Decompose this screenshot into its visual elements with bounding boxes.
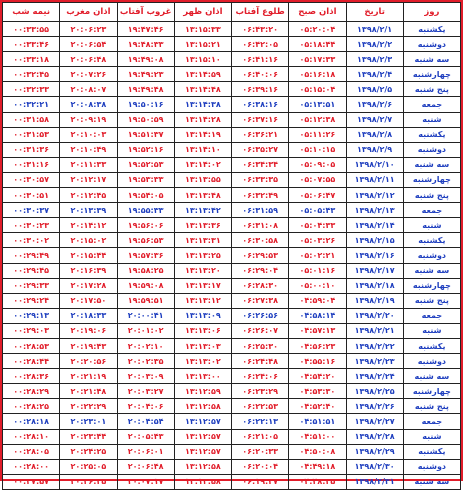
cell-midnight: ۰۰:۲۸:۰۰ — [3, 459, 60, 474]
cell-midnight: ۰۰:۳۰:۳۷ — [3, 203, 60, 218]
cell-day: سه شنبه — [403, 369, 460, 384]
cell-sunrise: ۰۶:۲۵:۳۰ — [232, 338, 289, 353]
cell-date: ۱۳۹۸/۲/۱۲ — [346, 188, 403, 203]
cell-sunrise: ۰۶:۴۱:۱۶ — [232, 52, 289, 67]
cell-dhuhr: ۱۳:۱۳:۱۷ — [174, 278, 231, 293]
cell-midnight: ۰۰:۳۱:۵۳ — [3, 127, 60, 142]
cell-sunset: ۲۰:۰۳:۰۹ — [117, 369, 174, 384]
cell-midnight: ۰۰:۲۸:۰۵ — [3, 444, 60, 459]
cell-sunrise: ۰۶:۲۲:۵۳ — [232, 399, 289, 414]
cell-maghrib: ۲۰:۲۳:۴۴ — [60, 429, 117, 444]
cell-day: پنج شنبه — [403, 82, 460, 97]
cell-date: ۱۳۹۸/۲/۹ — [346, 142, 403, 157]
cell-maghrib: ۲۰:۱۹:۴۳ — [60, 338, 117, 353]
cell-sunrise: ۰۶:۲۳:۲۹ — [232, 384, 289, 399]
cell-sunset: ۲۰:۰۶:۴۸ — [117, 459, 174, 474]
cell-midnight: ۰۰:۲۷:۵۷ — [3, 474, 60, 489]
table-row — [3, 308, 461, 323]
cell-date: ۱۳۹۸/۲/۱۵ — [346, 233, 403, 248]
cell-dhuhr: ۱۳:۱۳:۰۶ — [174, 323, 231, 338]
cell-midnight: ۰۰:۲۹:۴۵ — [3, 263, 60, 278]
column-header-maghrib: اذان مغرب — [60, 3, 117, 22]
table-row — [3, 474, 461, 489]
cell-sunset: ۱۹:۵۹:۰۸ — [117, 278, 174, 293]
cell-maghrib: ۲۰:۱۷:۵۰ — [60, 293, 117, 308]
column-header-day: روز — [403, 3, 460, 22]
cell-maghrib: ۲۰:۲۱:۴۸ — [60, 384, 117, 399]
cell-dhuhr: ۱۳:۱۵:۳۳ — [174, 22, 231, 37]
cell-day: شنبه — [403, 323, 460, 338]
cell-sunset: ۱۹:۵۲:۵۳ — [117, 157, 174, 172]
cell-maghrib: ۲۰:۱۲:۱۷ — [60, 172, 117, 187]
cell-fajr: ۰۵:۰۶:۴۷ — [289, 188, 346, 203]
cell-maghrib: ۲۰:۱۹:۰۶ — [60, 323, 117, 338]
table-row — [3, 354, 461, 369]
cell-day: شنبه — [403, 429, 460, 444]
cell-day: سه شنبه — [403, 157, 460, 172]
cell-maghrib: ۲۰:۰۶:۲۳ — [60, 22, 117, 37]
cell-fajr: ۰۴:۵۰:۰۸ — [289, 444, 346, 459]
table-row — [3, 459, 461, 474]
cell-dhuhr: ۱۳:۱۳:۳۶ — [174, 218, 231, 233]
cell-maghrib: ۲۰:۰۶:۵۴ — [60, 37, 117, 52]
table-row — [3, 218, 461, 233]
cell-sunset: ۱۹:۵۸:۲۵ — [117, 263, 174, 278]
cell-fajr: ۰۴:۴۸:۳۵ — [289, 474, 346, 489]
cell-midnight: ۰۰:۳۰:۰۲ — [3, 233, 60, 248]
cell-dhuhr: ۱۳:۱۳:۰۹ — [174, 308, 231, 323]
cell-midnight: ۰۰:۳۳:۵۵ — [3, 22, 60, 37]
cell-midnight: ۰۰:۲۸:۳۶ — [3, 369, 60, 384]
cell-sunset: ۱۹:۵۷:۳۶ — [117, 248, 174, 263]
cell-sunset: ۲۰:۰۷:۱۷ — [117, 474, 174, 489]
cell-dhuhr: ۱۳:۱۳:۲۵ — [174, 248, 231, 263]
table-row — [3, 157, 461, 172]
cell-sunset: ۲۰:۰۲:۳۵ — [117, 354, 174, 369]
cell-sunset: ۲۰:۰۲:۱۰ — [117, 338, 174, 353]
prayer-times-table — [2, 2, 461, 490]
cell-fajr: ۰۵:۰۵:۴۳ — [289, 203, 346, 218]
cell-dhuhr: ۱۳:۱۴:۴۸ — [174, 82, 231, 97]
cell-date: ۱۳۹۸/۲/۱۱ — [346, 172, 403, 187]
table-row — [3, 278, 461, 293]
cell-sunrise: ۰۶:۴۰:۰۶ — [232, 67, 289, 82]
cell-date: ۱۳۹۸/۲/۳ — [346, 52, 403, 67]
cell-date: ۱۳۹۸/۲/۵ — [346, 82, 403, 97]
cell-dhuhr: ۱۳:۱۳:۰۰ — [174, 369, 231, 384]
table-row — [3, 127, 461, 142]
column-header-sunset: غروب آفتاب — [117, 3, 174, 22]
cell-date: ۱۳۹۸/۲/۲۳ — [346, 354, 403, 369]
table-row — [3, 429, 461, 444]
cell-fajr: ۰۴:۵۹:۰۴ — [289, 293, 346, 308]
cell-sunrise: ۰۶:۴۳:۲۰ — [232, 22, 289, 37]
table-row — [3, 323, 461, 338]
cell-day: دوشنبه — [403, 248, 460, 263]
table-row — [3, 414, 461, 429]
cell-fajr: ۰۵:۱۶:۱۸ — [289, 67, 346, 82]
table-row — [3, 338, 461, 353]
cell-sunrise: ۰۶:۴۲:۰۵ — [232, 37, 289, 52]
cell-day: پنج شنبه — [403, 293, 460, 308]
cell-day: دوشنبه — [403, 459, 460, 474]
cell-sunset: ۱۹:۵۹:۵۱ — [117, 293, 174, 308]
table-row — [3, 37, 461, 52]
cell-midnight: ۰۰:۲۸:۱۰ — [3, 429, 60, 444]
cell-midnight: ۰۰:۲۸:۴۴ — [3, 354, 60, 369]
table-row — [3, 82, 461, 97]
cell-fajr: ۰۴:۵۵:۱۶ — [289, 354, 346, 369]
cell-fajr: ۰۴:۵۷:۱۳ — [289, 323, 346, 338]
table-row — [3, 369, 461, 384]
cell-day: شنبه — [403, 112, 460, 127]
cell-sunrise: ۰۶:۲۶:۵۶ — [232, 308, 289, 323]
cell-date: ۱۳۹۸/۲/۲۰ — [346, 308, 403, 323]
cell-fajr: ۰۴:۵۱:۵۱ — [289, 414, 346, 429]
table-row — [3, 384, 461, 399]
cell-sunrise: ۰۶:۳۶:۲۱ — [232, 127, 289, 142]
cell-sunrise: ۰۶:۲۹:۵۳ — [232, 248, 289, 263]
cell-sunrise: ۰۶:۳۹:۱۶ — [232, 82, 289, 97]
cell-dhuhr: ۱۳:۱۲:۵۷ — [174, 429, 231, 444]
table-row — [3, 293, 461, 308]
cell-dhuhr: ۱۳:۱۲:۵۸ — [174, 459, 231, 474]
cell-fajr: ۰۵:۰۷:۵۵ — [289, 172, 346, 187]
cell-midnight: ۰۰:۲۸:۱۸ — [3, 414, 60, 429]
cell-midnight: ۰۰:۳۰:۲۳ — [3, 218, 60, 233]
cell-midnight: ۰۰:۲۹:۳۳ — [3, 278, 60, 293]
cell-maghrib: ۲۰:۱۸:۳۳ — [60, 308, 117, 323]
cell-dhuhr: ۱۳:۱۲:۵۷ — [174, 444, 231, 459]
cell-sunrise: ۰۶:۲۰:۳۳ — [232, 444, 289, 459]
cell-sunset: ۱۹:۴۹:۰۸ — [117, 52, 174, 67]
cell-day: جمعه — [403, 308, 460, 323]
column-header-midnight: نیمه شب — [3, 3, 60, 22]
cell-dhuhr: ۱۳:۱۵:۲۱ — [174, 37, 231, 52]
cell-midnight: ۰۰:۳۲:۲۱ — [3, 97, 60, 112]
cell-sunset: ۱۹:۴۹:۲۳ — [117, 67, 174, 82]
table-header — [3, 3, 461, 22]
cell-fajr: ۰۴:۵۳:۳۰ — [289, 384, 346, 399]
table-row — [3, 52, 461, 67]
cell-day: دوشنبه — [403, 142, 460, 157]
table-row — [3, 112, 461, 127]
table-row — [3, 203, 461, 218]
cell-day: چهارشنبه — [403, 384, 460, 399]
cell-dhuhr: ۱۳:۱۴:۲۸ — [174, 112, 231, 127]
cell-day: سه شنبه — [403, 263, 460, 278]
cell-date: ۱۳۹۸/۲/۲ — [346, 37, 403, 52]
cell-date: ۱۳۹۸/۲/۴ — [346, 67, 403, 82]
cell-fajr: ۰۴:۴۹:۱۸ — [289, 459, 346, 474]
cell-sunrise: ۰۶:۳۵:۲۷ — [232, 142, 289, 157]
cell-date: ۱۳۹۸/۲/۳۱ — [346, 474, 403, 489]
cell-sunrise: ۰۶:۳۱:۵۹ — [232, 203, 289, 218]
cell-day: دوشنبه — [403, 354, 460, 369]
cell-sunrise: ۰۶:۲۸:۳۰ — [232, 278, 289, 293]
cell-date: ۱۳۹۸/۲/۱۶ — [346, 248, 403, 263]
cell-maghrib: ۲۰:۲۲:۲۹ — [60, 399, 117, 414]
cell-maghrib: ۲۰:۱۷:۲۸ — [60, 278, 117, 293]
cell-date: ۱۳۹۸/۲/۱۸ — [346, 278, 403, 293]
cell-day: پنج شنبه — [403, 399, 460, 414]
cell-fajr: ۰۵:۱۵:۰۴ — [289, 82, 346, 97]
cell-date: ۱۳۹۸/۲/۲۹ — [346, 444, 403, 459]
cell-sunset: ۲۰:۰۴:۵۴ — [117, 414, 174, 429]
cell-dhuhr: ۱۳:۱۴:۵۹ — [174, 67, 231, 82]
table-row — [3, 188, 461, 203]
cell-sunset: ۱۹:۵۰:۱۶ — [117, 97, 174, 112]
cell-date: ۱۳۹۸/۲/۲۱ — [346, 323, 403, 338]
cell-dhuhr: ۱۳:۱۳:۵۵ — [174, 172, 231, 187]
cell-maghrib: ۲۰:۱۳:۳۹ — [60, 203, 117, 218]
cell-dhuhr: ۱۳:۱۳:۲۰ — [174, 263, 231, 278]
cell-maghrib: ۲۰:۱۵:۴۴ — [60, 248, 117, 263]
cell-midnight: ۰۰:۲۸:۵۳ — [3, 338, 60, 353]
cell-sunset: ۲۰:۰۶:۰۱ — [117, 444, 174, 459]
cell-sunset: ۲۰:۰۰:۴۱ — [117, 308, 174, 323]
cell-maghrib: ۲۰:۰۶:۴۸ — [60, 52, 117, 67]
cell-date: ۱۳۹۸/۲/۱۰ — [346, 157, 403, 172]
cell-dhuhr: ۱۳:۱۳:۴۸ — [174, 188, 231, 203]
cell-midnight: ۰۰:۳۲:۴۵ — [3, 67, 60, 82]
cell-sunset: ۱۹:۵۲:۱۶ — [117, 142, 174, 157]
cell-day: چهارشنبه — [403, 172, 460, 187]
cell-dhuhr: ۱۳:۱۳:۰۲ — [174, 354, 231, 369]
cell-date: ۱۳۹۸/۲/۱ — [346, 22, 403, 37]
cell-day: پنج شنبه — [403, 188, 460, 203]
cell-day: یکشنبه — [403, 233, 460, 248]
cell-sunrise: ۰۶:۱۹:۳۷ — [232, 474, 289, 489]
cell-sunrise: ۰۶:۲۴:۴۸ — [232, 354, 289, 369]
cell-midnight: ۰۰:۲۹:۲۴ — [3, 293, 60, 308]
cell-day: سه شنبه — [403, 474, 460, 489]
cell-maghrib: ۲۰:۱۶:۳۹ — [60, 263, 117, 278]
table-row — [3, 248, 461, 263]
cell-fajr: ۰۴:۵۸:۱۴ — [289, 308, 346, 323]
cell-sunrise: ۰۶:۲۹:۰۴ — [232, 263, 289, 278]
cell-maghrib: ۲۰:۰۸:۰۷ — [60, 82, 117, 97]
cell-date: ۱۳۹۸/۲/۳۰ — [346, 459, 403, 474]
cell-sunrise: ۰۶:۳۴:۳۴ — [232, 157, 289, 172]
cell-fajr: ۰۵:۱۳:۵۱ — [289, 97, 346, 112]
cell-date: ۱۳۹۸/۲/۱۷ — [346, 263, 403, 278]
cell-maghrib: ۲۰:۱۰:۴۹ — [60, 142, 117, 157]
cell-sunset: ۱۹:۵۶:۰۶ — [117, 218, 174, 233]
cell-dhuhr: ۱۳:۱۲:۵۹ — [174, 384, 231, 399]
cell-date: ۱۳۹۸/۲/۲۴ — [346, 369, 403, 384]
cell-date: ۱۳۹۸/۲/۶ — [346, 97, 403, 112]
cell-fajr: ۰۴:۵۲:۴۰ — [289, 399, 346, 414]
cell-fajr: ۰۵:۰۱:۱۶ — [289, 263, 346, 278]
cell-date: ۱۳۹۸/۲/۱۴ — [346, 218, 403, 233]
cell-sunrise: ۰۶:۳۷:۱۶ — [232, 112, 289, 127]
cell-sunset: ۲۰:۰۳:۲۷ — [117, 384, 174, 399]
column-header-sunrise: طلوع آفتاب — [232, 3, 289, 22]
cell-midnight: ۰۰:۳۳:۴۶ — [3, 37, 60, 52]
cell-fajr: ۰۵:۱۱:۲۶ — [289, 127, 346, 142]
cell-sunrise: ۰۶:۳۲:۴۹ — [232, 188, 289, 203]
cell-fajr: ۰۵:۱۲:۳۸ — [289, 112, 346, 127]
cell-sunset: ۱۹:۴۷:۴۶ — [117, 22, 174, 37]
cell-maghrib: ۲۰:۰۸:۳۸ — [60, 97, 117, 112]
cell-dhuhr: ۱۳:۱۴:۱۰ — [174, 142, 231, 157]
cell-dhuhr: ۱۳:۱۲:۵۸ — [174, 399, 231, 414]
cell-fajr: ۰۵:۱۸:۴۴ — [289, 37, 346, 52]
cell-dhuhr: ۱۳:۱۳:۴۲ — [174, 203, 231, 218]
cell-maghrib: ۲۰:۰۷:۲۶ — [60, 67, 117, 82]
table-row — [3, 172, 461, 187]
cell-fajr: ۰۵:۰۰:۱۰ — [289, 278, 346, 293]
cell-day: یکشنبه — [403, 338, 460, 353]
cell-sunrise: ۰۶:۲۱:۰۵ — [232, 429, 289, 444]
cell-midnight: ۰۰:۳۱:۳۶ — [3, 142, 60, 157]
cell-date: ۱۳۹۸/۲/۲۸ — [346, 429, 403, 444]
cell-maghrib: ۲۰:۱۱:۳۳ — [60, 157, 117, 172]
cell-dhuhr: ۱۳:۱۴:۱۹ — [174, 127, 231, 142]
cell-fajr: ۰۵:۰۲:۲۱ — [289, 248, 346, 263]
cell-maghrib: ۲۰:۲۳:۰۱ — [60, 414, 117, 429]
cell-day: شنبه — [403, 218, 460, 233]
cell-maghrib: ۲۰:۱۲:۴۵ — [60, 188, 117, 203]
cell-maghrib: ۲۰:۰۹:۱۹ — [60, 112, 117, 127]
cell-midnight: ۰۰:۲۹:۴۹ — [3, 248, 60, 263]
cell-date: ۱۳۹۸/۲/۷ — [346, 112, 403, 127]
cell-fajr: ۰۵:۰۳:۲۶ — [289, 233, 346, 248]
cell-fajr: ۰۴:۵۱:۰۰ — [289, 429, 346, 444]
cell-day: دوشنبه — [403, 37, 460, 52]
cell-maghrib: ۲۰:۱۵:۰۲ — [60, 233, 117, 248]
cell-sunset: ۲۰:۰۴:۰۶ — [117, 399, 174, 414]
cell-sunset: ۱۹:۵۵:۳۳ — [117, 203, 174, 218]
cell-fajr: ۰۴:۵۶:۲۳ — [289, 338, 346, 353]
cell-midnight: ۰۰:۳۱:۵۸ — [3, 112, 60, 127]
cell-fajr: ۰۵:۰۴:۳۳ — [289, 218, 346, 233]
table-row — [3, 263, 461, 278]
cell-midnight: ۰۰:۲۹:۱۳ — [3, 308, 60, 323]
cell-fajr: ۰۵:۱۰:۱۵ — [289, 142, 346, 157]
cell-sunrise: ۰۶:۲۶:۰۷ — [232, 323, 289, 338]
cell-sunset: ۲۰:۰۱:۰۲ — [117, 323, 174, 338]
cell-midnight: ۰۰:۳۱:۱۶ — [3, 157, 60, 172]
cell-dhuhr: ۱۳:۱۴:۳۸ — [174, 97, 231, 112]
cell-midnight: ۰۰:۳۰:۵۱ — [3, 188, 60, 203]
cell-day: چهارشنبه — [403, 278, 460, 293]
cell-dhuhr: ۱۳:۱۵:۱۰ — [174, 52, 231, 67]
cell-date: ۱۳۹۸/۲/۲۷ — [346, 414, 403, 429]
cell-midnight: ۰۰:۳۳:۱۸ — [3, 52, 60, 67]
table-row — [3, 97, 461, 112]
cell-date: ۱۳۹۸/۲/۱۳ — [346, 203, 403, 218]
cell-midnight: ۰۰:۲۸:۲۹ — [3, 384, 60, 399]
cell-sunrise: ۰۶:۳۱:۰۸ — [232, 218, 289, 233]
cell-day: جمعه — [403, 97, 460, 112]
cell-fajr: ۰۴:۵۴:۲۰ — [289, 369, 346, 384]
cell-maghrib: ۲۰:۱۰:۰۳ — [60, 127, 117, 142]
cell-sunrise: ۰۶:۲۴:۰۶ — [232, 369, 289, 384]
table-row — [3, 399, 461, 414]
cell-sunset: ۱۹:۵۱:۳۷ — [117, 127, 174, 142]
cell-midnight: ۰۰:۲۸:۲۵ — [3, 399, 60, 414]
cell-maghrib: ۲۰:۲۰:۵۶ — [60, 354, 117, 369]
cell-maghrib: ۲۰:۲۶:۲۵ — [60, 474, 117, 489]
cell-sunset: ۲۰:۰۵:۴۳ — [117, 429, 174, 444]
cell-fajr: ۰۵:۰۹:۰۵ — [289, 157, 346, 172]
cell-sunrise: ۰۶:۳۰:۵۸ — [232, 233, 289, 248]
cell-day: سه شنبه — [403, 52, 460, 67]
cell-date: ۱۳۹۸/۲/۱۹ — [346, 293, 403, 308]
table-row — [3, 22, 461, 37]
cell-day: یکشنبه — [403, 127, 460, 142]
cell-sunset: ۱۹:۴۹:۴۸ — [117, 82, 174, 97]
cell-dhuhr: ۱۳:۱۳:۰۳ — [174, 338, 231, 353]
column-header-fajr: اذان صبح — [289, 3, 346, 22]
cell-sunrise: ۰۶:۳۸:۱۶ — [232, 97, 289, 112]
cell-midnight: ۰۰:۳۲:۳۳ — [3, 82, 60, 97]
column-header-date: تاریخ — [346, 3, 403, 22]
cell-maghrib: ۲۰:۲۴:۲۵ — [60, 444, 117, 459]
table-body — [3, 22, 461, 490]
cell-sunrise: ۰۶:۲۰:۰۴ — [232, 459, 289, 474]
cell-sunset: ۱۹:۵۴:۰۵ — [117, 188, 174, 203]
cell-dhuhr: ۱۳:۱۲:۵۸ — [174, 474, 231, 489]
cell-midnight: ۰۰:۳۰:۵۷ — [3, 172, 60, 187]
column-header-dhuhr: اذان ظهر — [174, 3, 231, 22]
cell-date: ۱۳۹۸/۲/۲۵ — [346, 384, 403, 399]
cell-dhuhr: ۱۳:۱۳:۱۲ — [174, 293, 231, 308]
cell-sunset: ۱۹:۵۶:۵۳ — [117, 233, 174, 248]
cell-fajr: ۰۵:۱۷:۳۳ — [289, 52, 346, 67]
table-row — [3, 142, 461, 157]
cell-date: ۱۳۹۸/۲/۸ — [346, 127, 403, 142]
cell-midnight: ۰۰:۲۹:۰۳ — [3, 323, 60, 338]
cell-day: یکشنبه — [403, 444, 460, 459]
cell-day: یکشنبه — [403, 22, 460, 37]
cell-dhuhr: ۱۳:۱۲:۵۷ — [174, 414, 231, 429]
cell-day: جمعه — [403, 203, 460, 218]
cell-sunset: ۱۹:۴۸:۳۳ — [117, 37, 174, 52]
cell-date: ۱۳۹۸/۲/۲۶ — [346, 399, 403, 414]
cell-sunset: ۱۹:۵۰:۵۹ — [117, 112, 174, 127]
cell-day: چهارشنبه — [403, 67, 460, 82]
cell-maghrib: ۲۰:۱۴:۱۲ — [60, 218, 117, 233]
cell-dhuhr: ۱۳:۱۴:۰۲ — [174, 157, 231, 172]
table-row — [3, 233, 461, 248]
cell-day: جمعه — [403, 414, 460, 429]
cell-sunset: ۱۹:۵۳:۳۳ — [117, 172, 174, 187]
header-row — [3, 3, 461, 22]
cell-sunrise: ۰۶:۳۳:۳۵ — [232, 172, 289, 187]
cell-maghrib: ۲۰:۲۱:۱۹ — [60, 369, 117, 384]
cell-sunrise: ۰۶:۲۷:۳۸ — [232, 293, 289, 308]
table-row — [3, 444, 461, 459]
cell-sunrise: ۰۶:۲۲:۱۳ — [232, 414, 289, 429]
cell-dhuhr: ۱۳:۱۳:۳۱ — [174, 233, 231, 248]
cell-fajr: ۰۵:۲۰:۰۴ — [289, 22, 346, 37]
table-row — [3, 67, 461, 82]
cell-maghrib: ۲۰:۲۵:۰۵ — [60, 459, 117, 474]
cell-date: ۱۳۹۸/۲/۲۲ — [346, 338, 403, 353]
